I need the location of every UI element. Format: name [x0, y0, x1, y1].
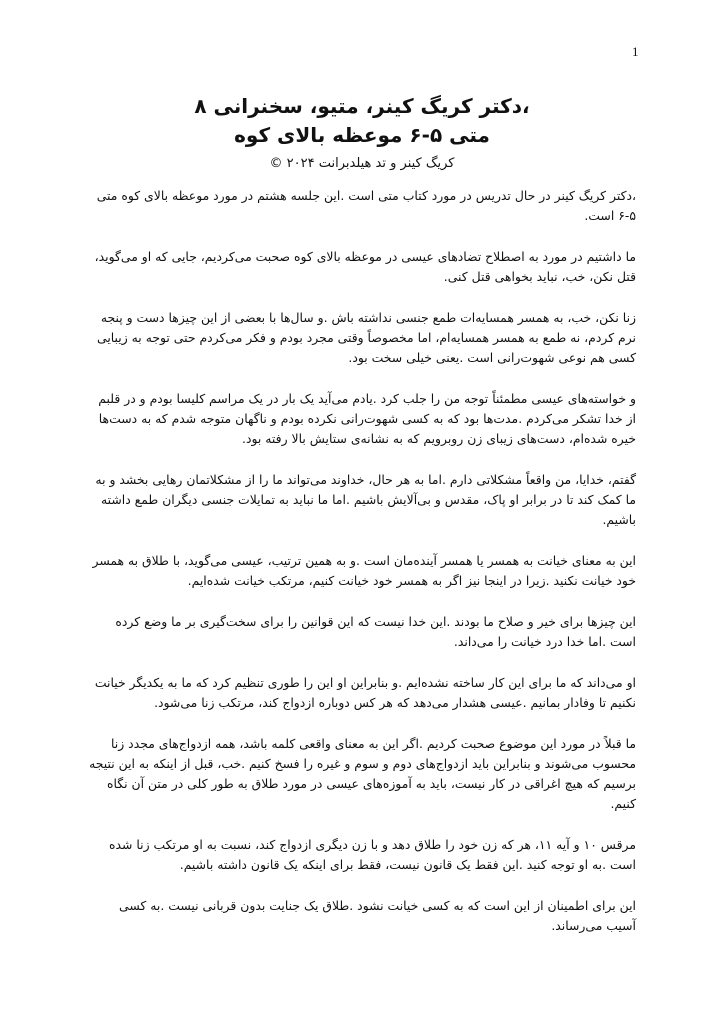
page-number: 1	[632, 44, 639, 59]
title-line-1: ،دکتر کریگ کینر، متیو، سخنرانی ۸	[194, 94, 530, 118]
paragraph: ما داشتیم در مورد به اصطلاح تضادهای عیسی در موعظه بالای کوه صحبت می‌کردیم، جایی که او می‌گوید، قتل نکن، خب، نباید بخواهی قتل کنی.	[94, 249, 636, 284]
paragraph: این چیزها برای خیر و صلاح ما بودند .این خدا نیست که این قوانین را برای سخت‌گیری بر ما وضع کرده است .اما خدا درد خیانت را می‌داند.	[115, 614, 636, 649]
paragraph: این به معنای خیانت به همسر یا همسر آینده‌مان است .و به همین ترتیب، عیسی می‌گوید، با طلاق به همسر خود خیانت نکنید .زیرا در اینجا نیز اگر به همسر خود خیانت کنیم، مرتکب خیانت شده‌ایم.	[92, 553, 636, 588]
document-header	[0, 92, 724, 176]
paragraph: و خواسته‌های عیسی مطمئناً توجه من را جلب کرد .یادم می‌آید یک بار در یک مراسم کلیسا بودم و در قلبم از خدا تشکر می‌کردم .مدت‌ها بود که به کسی شهوت‌رانی نکرده بودم و ناگهان متوجه شدم که به دست‌ها خیره شده‌ام، دست‌های زیبای زن روبرویم که به نشانه‌ی ستایش بالا رفته بود.	[98, 391, 636, 446]
paragraph: او می‌داند که ما برای این کار ساخته نشده‌ایم .و بنابراین او این را طوری تنظیم کرد که ما به یکدیگر خیانت نکنیم تا وفادار بمانیم .عیسی هشدار می‌دهد که هر کس دوباره ازدواج کند، مرتکب زنا می‌شود.	[94, 675, 636, 710]
paragraph: زنا نکن، خب، به همسر همسایه‌ات طمع جنسی نداشته باش .و سال‌ها با بعضی از این چیزها دست و پنجه نرم کردم، نه طمع به همسر همسایه‌ام، اما مخصوصاً وقتی مجرد بودم و فکر می‌کردم حتی توجه به زیبایی کسی هم نوعی شهوت‌رانی است .یعنی خیلی سخت بود.	[97, 310, 636, 365]
paragraph: گفتم، خدایا، من واقعاً مشکلاتی دارم .اما به هر حال، خداوند می‌تواند ما را از مشکلاتمان رهایی بخشد و به ما کمک کند تا در برابر او پاک، مقدس و بی‌آلایش باشیم .اما ما نباید به تمایلات جنسی دیگران طمع داشته باشیم.	[95, 472, 636, 527]
title-line-2: متی ۵-۶ موعظه بالای کوه	[234, 123, 490, 147]
paragraph: مرقس ۱۰ و آیه ۱۱، هر که زن خود را طلاق دهد و با زن دیگری ازدواج کند، نسبت به او مرتکب زنا شده است .به او توجه کنید .این فقط یک قانون نیست، فقط برای اینکه یک قانون داشته باشیم.	[109, 837, 636, 872]
document-body	[88, 186, 636, 957]
paragraph: ،دکتر کریگ کینر در حال تدریس در مورد کتاب متی است .این جلسه هشتم در مورد موعظه بالای کوه متی ۵-۶ است.	[96, 188, 636, 223]
copyright-line: کریگ کینر و تد هیلدبرانت ۲۰۲۴ ©	[269, 156, 455, 171]
paragraph: این برای اطمینان از این است که به کسی خیانت نشود .طلاق یک جنایت بدون قربانی نیست .به کسی آسیب می‌رساند.	[119, 898, 636, 933]
paragraph: ما قبلاً در مورد این موضوع صحبت کردیم .اگر این به معنای واقعی کلمه باشد، همه ازدواج‌های مجدد زنا محسوب می‌شوند و بنابراین باید ازدواج‌های دوم و سوم و غیره را فسخ کنیم .خب، قبل از اینکه به این نتیجه برسیم که هیچ اغراقی در کار نیست، باید به آموزه‌های عیسی در مورد طلاق به طور کلی در متن آن نگاه کنیم.	[89, 736, 636, 811]
